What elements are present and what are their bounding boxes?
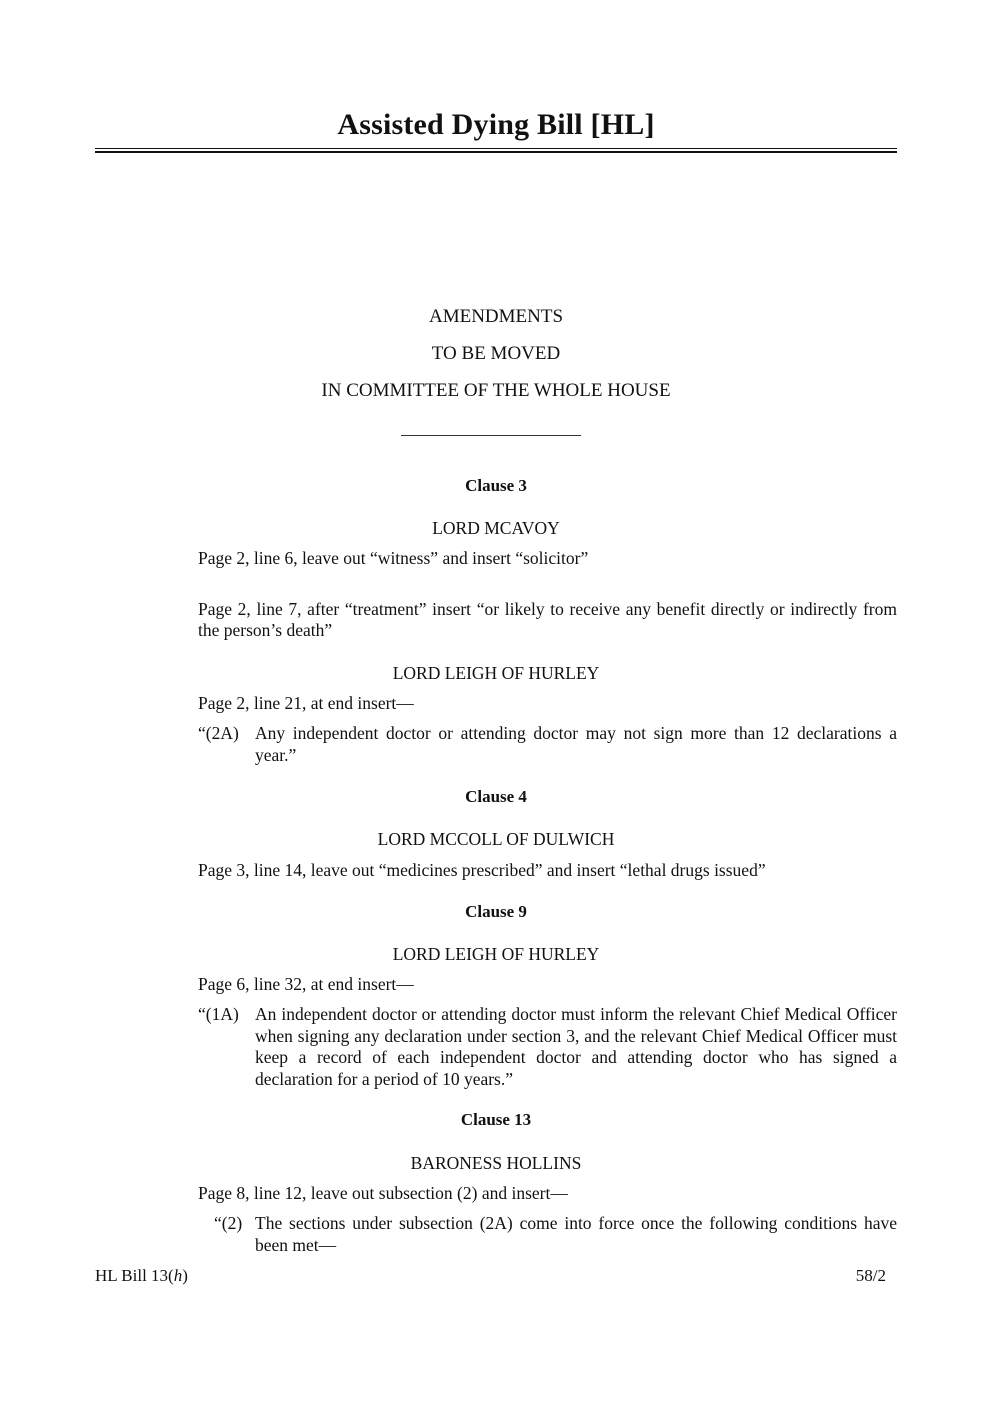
amendment-text: Page 3, line 14, leave out “medicines prescribed” and insert “lethal drugs issued”: [198, 860, 766, 880]
member-name: LORD LEIGH OF HURLEY: [392, 944, 600, 964]
quoted-subsection-text: An independent doctor or attending doctor must inform the relevant Chief Medical Officer when signing any declaration under section 3, and the relevant Chief Medical Officer must keep a record of each independent doctor and attending doctor who has signed a declaration for a period of 10 years.”: [255, 1004, 897, 1089]
heading-divider: [401, 435, 581, 436]
member-name: LORD MCCOLL OF DULWICH: [377, 829, 615, 849]
title-rule-thick: [95, 151, 897, 153]
heading-committee: IN COMMITTEE OF THE WHOLE HOUSE: [321, 380, 671, 401]
quoted-subsection-text: The sections under subsection (2A) come into force once the following conditions have been met—: [255, 1213, 897, 1255]
member-name: LORD LEIGH OF HURLEY: [392, 663, 600, 683]
amendment-text: Page 8, line 12, leave out subsection (2) and insert—: [198, 1183, 568, 1203]
clause-heading: Clause 13: [460, 1110, 532, 1129]
quoted-subsection-label: “(2A): [198, 723, 239, 743]
bill-reference: HL Bill 13(h): [95, 1266, 188, 1285]
page-reference: 58/2: [855, 1266, 886, 1285]
clause-heading: Clause 4: [465, 787, 527, 806]
clause-heading: Clause 9: [465, 902, 527, 921]
amendment-text: Page 2, line 6, leave out “witness” and insert “solicitor”: [198, 548, 589, 568]
title-rule-thin: [95, 148, 897, 149]
document-title: Assisted Dying Bill [HL]: [337, 108, 655, 141]
heading-amendments: AMENDMENTS: [428, 306, 564, 327]
member-name: LORD MCAVOY: [432, 518, 560, 538]
quoted-subsection-label: “(2): [214, 1213, 243, 1233]
clause-heading: Clause 3: [465, 476, 527, 495]
amendment-text: Page 2, line 7, after “treatment” insert “or likely to receive any benefit directly or indirectly from the person’s death”: [198, 599, 897, 640]
amendment-text: Page 6, line 32, at end insert—: [198, 974, 414, 994]
quoted-subsection-text: Any independent doctor or attending doctor may not sign more than 12 declarations a year.”: [255, 723, 897, 765]
quoted-subsection-label: “(1A): [198, 1004, 239, 1024]
member-name: BARONESS HOLLINS: [410, 1153, 582, 1173]
amendment-text: Page 2, line 21, at end insert—: [198, 693, 414, 713]
heading-to-be-moved: TO BE MOVED: [431, 343, 561, 364]
